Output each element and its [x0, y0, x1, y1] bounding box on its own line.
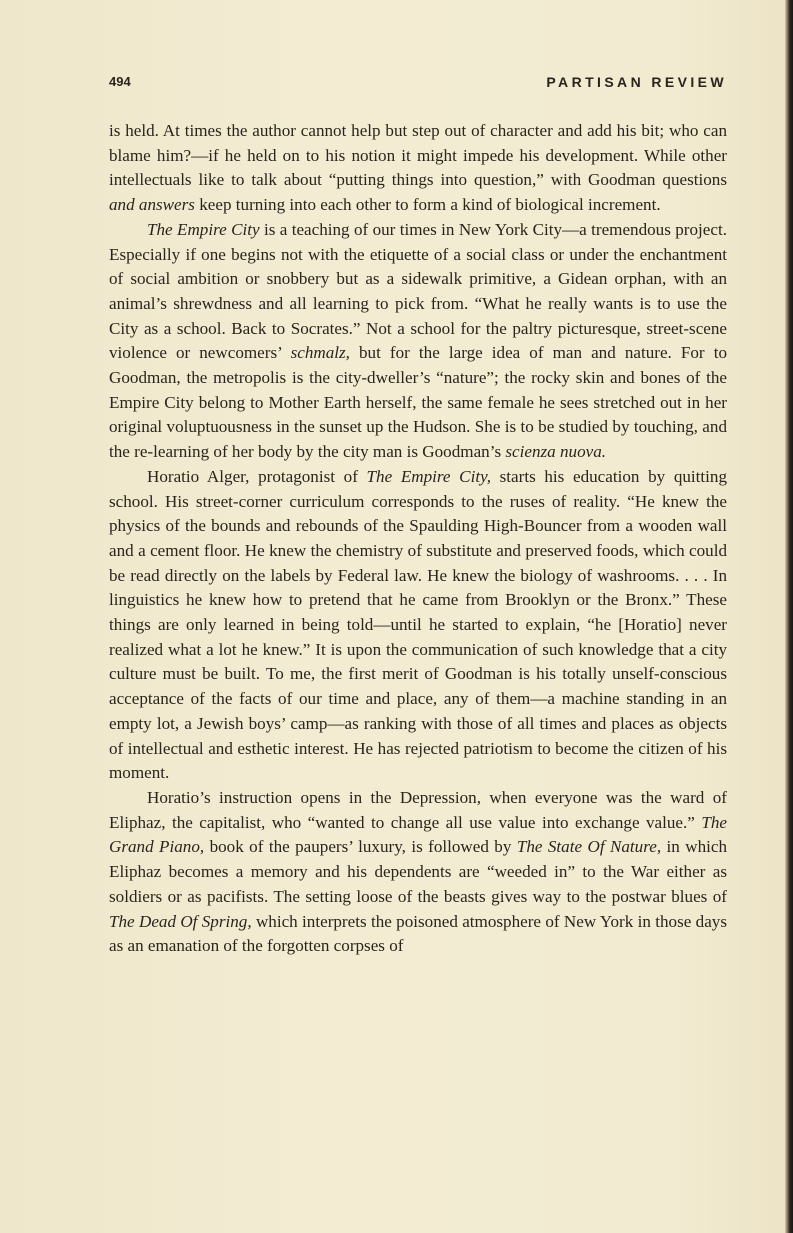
page-header — [109, 74, 727, 96]
text-run: keep turning into each other to form a kind of biological increment. — [194, 195, 661, 215]
text-run: book of the paupers’ luxury, is followed by — [204, 837, 517, 857]
running-head: PARTISAN REVIEW — [546, 74, 727, 90]
italic-text: schmalz, — [290, 343, 350, 363]
paragraph — [109, 465, 727, 786]
paragraph — [109, 218, 727, 465]
italic-text: The Empire City, — [366, 466, 491, 486]
page-edge-shadow — [785, 0, 793, 1233]
text-run: starts his education by quitting school. His street-corner curriculum corresponds to the ruses of reality. “He knew the physics of the bounds and rebounds of the Spaulding High-Bouncer from a wooden wall and a cement floor. He knew the chemistry of substitute and preserved foods, which could be read directly on the labels by Federal law. He knew the biology of washrooms. . . . In linguistics he knew how to pretend that he came from Brooklyn or the Bronx.” These things are only learned in being told—until he started to explain, “he [Horatio] never realized what a lot he knew.” It is upon the communication of such knowledge that a city culture must be built. To me, the first merit of Goodman is his totally unself-conscious acceptance of the facts of our time and place, any of them—a machine standing in an empty lot, a Jewish boys’ camp—as ranking with those of all times and places as objects of intellectual and esthetic interest. He has rejected patriotism to become the citizen of his moment. — [109, 466, 728, 783]
body-text — [109, 119, 727, 959]
text-run: in which Eliphaz becomes a memory and his dependents are “weeded in” to the War either as soldiers or as pacifists. The setting loose of the beasts gives way to the postwar blues of — [109, 837, 728, 906]
italic-text: scienza nuova. — [505, 442, 607, 462]
italic-text: The Grand Piano, — [109, 812, 727, 857]
text-run: which interprets the poisoned atmosphere of New York in those days as an emanation of the forgotten corpses of — [109, 911, 727, 956]
text-run: is held. At times the author cannot help but step out of character and add his bit; who can blame him?—if he held on to his notion it might impede his development. While other intellectuals like to talk about “putting things into question,” with Goodman questions — [109, 121, 727, 190]
text-run: Horatio Alger, protagonist of — [147, 466, 367, 486]
text-run: is a teaching of our times in New York City—a tremendous project. Especially if one begins not with the etiquette of a social class or under the enchantment of social ambition or snobbery but as a sidewalk primitive, a Gidean orphan, with an animal’s shrewdness and all learning to pick from. “What he really wants is to use the City as a school. Back to Socrates.” Not a school for the paltry picturesque, street-scene violence or newcomers’ — [109, 219, 727, 363]
page-number: 494 — [109, 74, 131, 89]
italic-text: and answers — [109, 195, 195, 215]
text-run: Horatio’s instruction opens in the Depression, when everyone was the ward of Eliphaz, the capitalist, who “wanted to change all use value into exchange value.” — [109, 787, 727, 832]
italic-text: The Dead Of Spring, — [109, 911, 252, 931]
text-run: but for the large idea of man and nature. For to Goodman, the metropolis is the city-dweller’s “nature”; the rocky skin and bones of the Empire City belong to Mother Earth herself, the same female he sees stretched out in her original voluptuousness in the sunset up the Hudson. She is to be studied by touching, and the re-learning of her body by the city man is Goodman’s — [109, 343, 727, 462]
paragraph — [109, 786, 727, 959]
italic-text: The Empire City — [147, 219, 260, 239]
paragraph — [109, 119, 727, 218]
italic-text: The State Of Nature, — [516, 837, 662, 857]
